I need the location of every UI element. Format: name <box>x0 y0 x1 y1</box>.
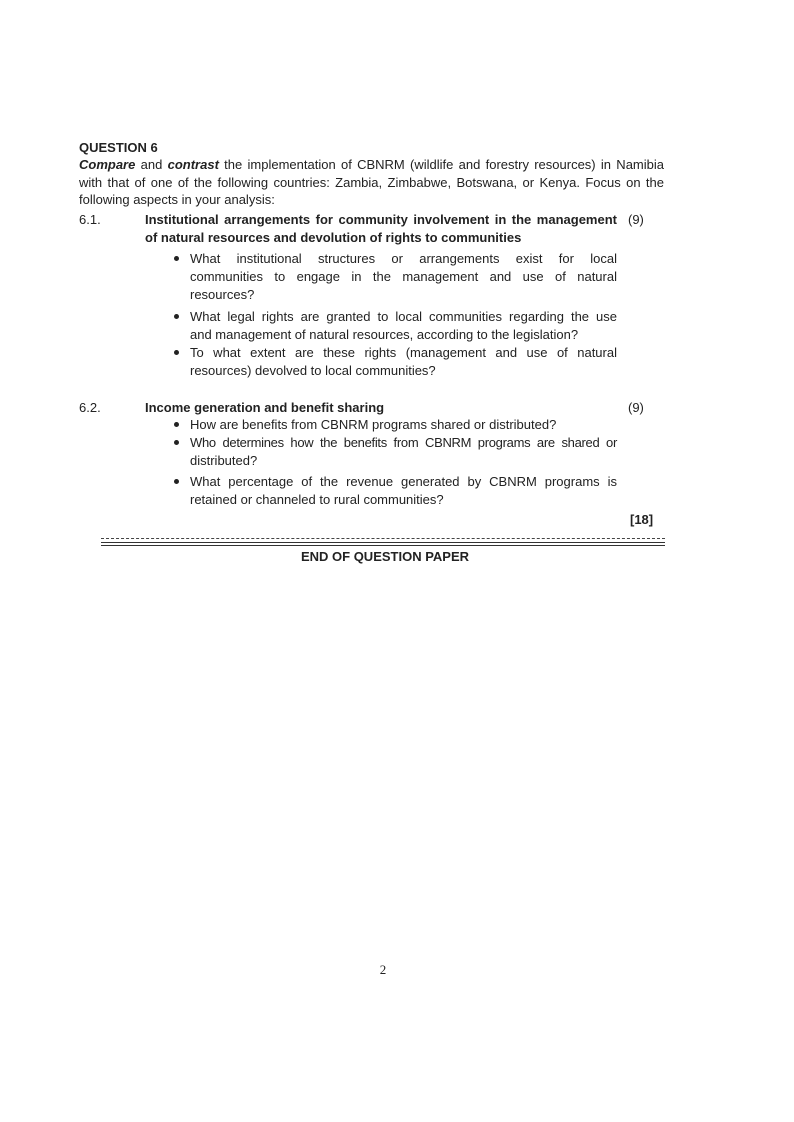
bullet-text: How are benefits from CBNRM programs shared or distributed? <box>190 417 557 432</box>
intro-text: and <box>135 157 168 172</box>
intro-line: with that of one of the following countries: Zambia, Zimbabwe, Botswana, or Kenya. Focus on the <box>79 175 664 190</box>
compare-emphasis: Compare <box>79 157 136 172</box>
item-heading: of natural resources and devolution of rights to communities <box>145 230 522 245</box>
bullet-icon <box>174 314 179 319</box>
question-title: QUESTION 6 <box>79 140 158 155</box>
contrast-emphasis: contrast <box>167 157 219 172</box>
item-number: 6.1. <box>79 212 101 227</box>
item-heading: Institutional arrangements for community involvement in the management <box>145 212 617 227</box>
double-divider <box>101 542 665 546</box>
intro-line: following aspects in your analysis: <box>79 192 275 207</box>
bullet-text: What percentage of the revenue generated by CBNRM programs is <box>190 474 617 489</box>
bullet-icon <box>174 350 179 355</box>
dashed-divider <box>101 538 665 539</box>
bullet-icon <box>174 256 179 261</box>
bullet-text: Who determines how the benefits from CBNRM programs are shared or <box>190 435 617 450</box>
intro-text: the implementation of CBNRM (wildlife and forestry resources) in Namibia <box>218 157 664 172</box>
bullet-text: communities to engage in the management and use of natural <box>190 269 617 284</box>
bullet-text: What legal rights are granted to local communities regarding the use <box>190 309 617 324</box>
bullet-icon <box>174 440 179 445</box>
item-heading: Income generation and benefit sharing <box>145 400 385 415</box>
bullet-text: What institutional structures or arrangements exist for local <box>190 251 617 266</box>
bullet-text: To what extent are these rights (management and use of natural <box>190 345 617 360</box>
item-number: 6.2. <box>79 400 101 415</box>
bullet-text: resources? <box>190 287 255 302</box>
intro-line <box>79 156 664 173</box>
bullet-text: resources) devolved to local communities? <box>190 363 436 378</box>
bullet-text: distributed? <box>190 453 258 468</box>
end-of-paper: END OF QUESTION PAPER <box>300 549 470 564</box>
item-marks: (9) <box>628 212 644 227</box>
bullet-text: and management of natural resources, according to the legislation? <box>190 327 579 342</box>
item-marks: (9) <box>628 400 644 415</box>
bullet-icon <box>174 479 179 484</box>
page-number: 2 <box>379 962 387 977</box>
bullet-icon <box>174 422 179 427</box>
total-marks: [18] <box>630 512 654 527</box>
bullet-text: retained or channeled to rural communities? <box>190 492 444 507</box>
